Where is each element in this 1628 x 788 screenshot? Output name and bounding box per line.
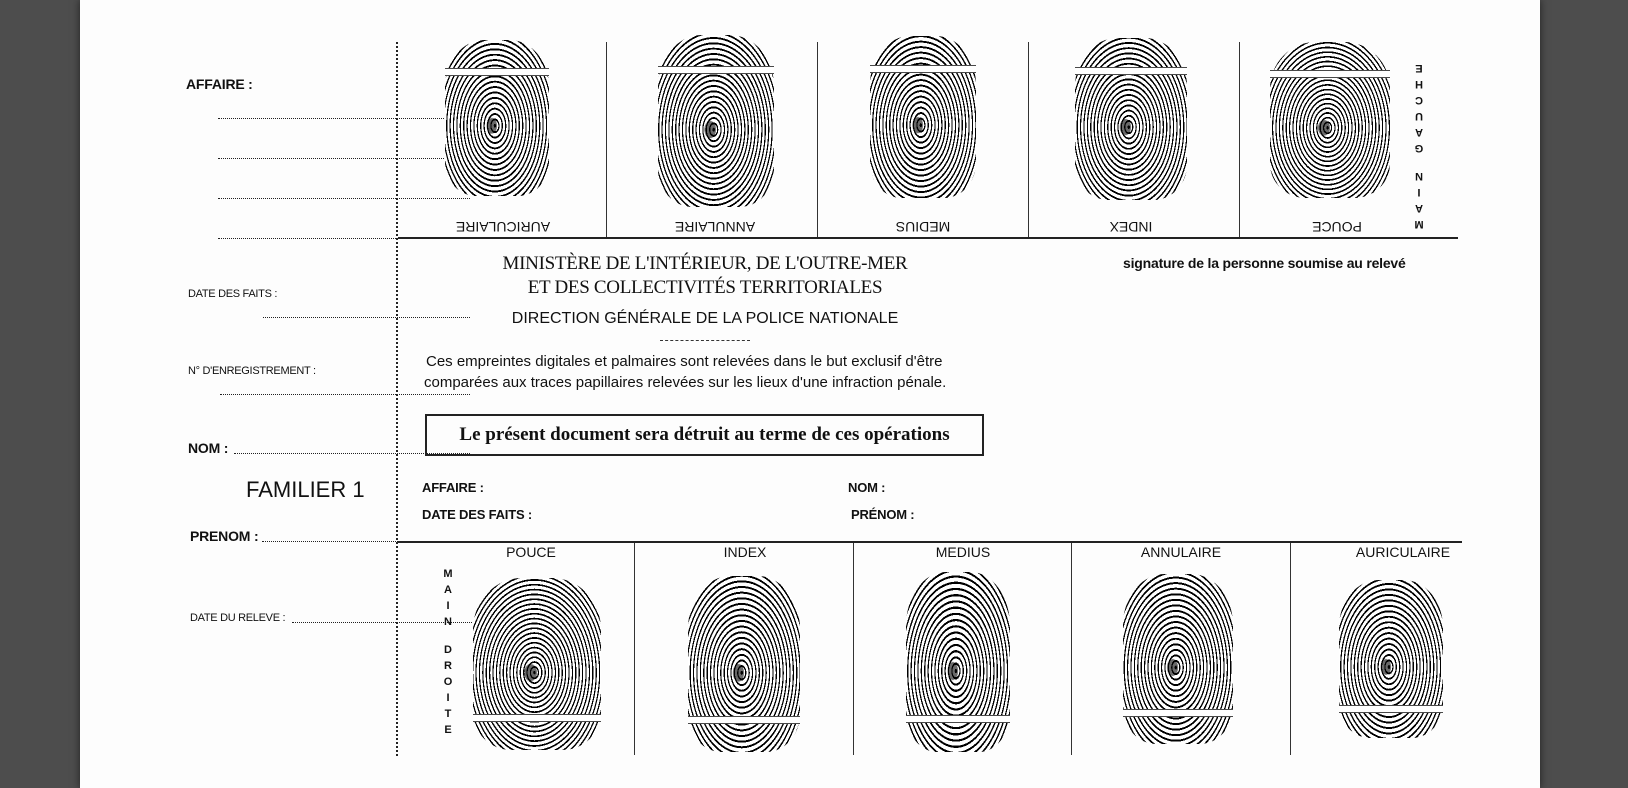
fingerprint-form-page [80, 0, 1540, 788]
direction-title: DIRECTION GÉNÉRALE DE LA POLICE NATIONALE [511, 310, 899, 327]
notice-line-1: Ces empreintes digitales et palmaires sont relevées dans le but exclusif d'être [426, 353, 943, 370]
notice-line-2: comparées aux traces papillaires relevées sur les lieux d'une infraction pénale. [424, 374, 947, 391]
prenom-label-left: PRENOM : [190, 528, 259, 544]
bottom-band-top-rule [398, 541, 1462, 543]
ministere-line-2: ET DES COLLECTIVITÉS TERRITORIALES [527, 277, 883, 298]
top-divider-3 [1028, 42, 1029, 237]
fingerprint-left-index [1075, 38, 1187, 200]
finger-label-left-index: INDEX [1109, 219, 1153, 235]
destruction-notice-box: Le présent document sera détruit au terme de ces opérations [425, 414, 984, 456]
bottom-divider-4 [1290, 543, 1291, 755]
nom-label-left: NOM : [188, 440, 229, 456]
date-faits-label-center: DATE DES FAITS : [422, 507, 532, 522]
fingerprint-right-pouce [473, 578, 601, 750]
signature-area[interactable] [1120, 280, 1450, 460]
finger-label-left-annulaire: ANNULAIRE [674, 219, 756, 235]
prenom-label-center: PRÉNOM : [851, 507, 915, 522]
fingerprint-right-auriculaire [1339, 580, 1443, 738]
finger-label-left-pouce: POUCE [1312, 219, 1362, 235]
fingerprint-left-medius [870, 36, 976, 198]
title-separator [660, 340, 750, 341]
fingerprint-right-medius [906, 572, 1010, 752]
finger-label-left-medius: MEDIUS [895, 219, 951, 235]
fingerprint-left-auriculaire [445, 40, 549, 196]
fingerprint-right-annulaire [1123, 574, 1233, 744]
left-panel-separator [396, 42, 398, 756]
bottom-divider-1 [634, 543, 635, 755]
nom-label-center: NOM : [848, 480, 886, 495]
enregistrement-label: N° D'ENREGISTREMENT : [188, 365, 316, 377]
finger-label-right-medius: MEDIUS [935, 544, 991, 560]
familier-text: FAMILIER 1 [246, 477, 365, 502]
bottom-divider-3 [1071, 543, 1072, 755]
top-divider-2 [817, 42, 818, 237]
top-band-bottom-rule [398, 237, 1458, 239]
main-droite-label: M A I N D R O I T E [443, 568, 453, 736]
finger-label-right-pouce: POUCE [506, 544, 556, 560]
finger-label-right-auriculaire: AURICULAIRE [1355, 544, 1451, 560]
finger-label-left-auriculaire: AURICULAIRE [455, 219, 551, 235]
top-divider-4 [1239, 42, 1240, 237]
enregistrement-line[interactable] [220, 394, 470, 395]
fingerprint-left-pouce [1270, 42, 1390, 198]
main-gauche-label: M A I N G A U C H E [1414, 62, 1424, 230]
fingerprint-right-index [688, 576, 800, 752]
finger-label-right-index: INDEX [723, 544, 767, 560]
affaire-line-3[interactable] [218, 198, 470, 199]
affaire-label: AFFAIRE : [186, 76, 253, 92]
signature-label: signature de la personne soumise au relevé [1123, 255, 1406, 271]
affaire-line-1[interactable] [218, 118, 470, 119]
top-divider-1 [606, 42, 607, 237]
affaire-label-center: AFFAIRE : [422, 480, 484, 495]
affaire-line-2[interactable] [218, 158, 470, 159]
date-faits-label: DATE DES FAITS : [188, 288, 278, 300]
date-releve-label: DATE DU RELEVE : [190, 612, 286, 624]
finger-label-right-annulaire: ANNULAIRE [1140, 544, 1222, 560]
bottom-divider-2 [853, 543, 854, 755]
ministere-line-1: MINISTÈRE DE L'INTÉRIEUR, DE L'OUTRE-MER [502, 253, 908, 274]
fingerprint-left-annulaire [658, 35, 774, 207]
